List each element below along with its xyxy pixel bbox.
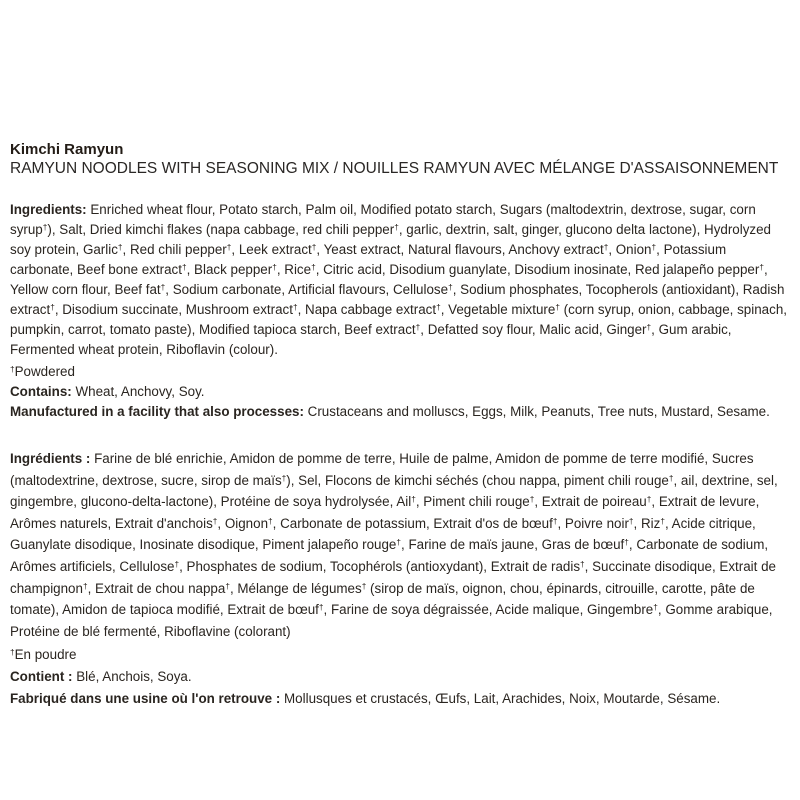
english-ingredients-section	[10, 200, 790, 422]
powdered-footnote-fr: †En poudre	[10, 647, 77, 663]
facility-text-en: Crustaceans and molluscs, Eggs, Milk, Peanuts, Tree nuts, Mustard, Sesame.	[307, 404, 770, 419]
contains-label-fr: Contient :	[10, 668, 73, 684]
product-description-bilingual: RAMYUN NOODLES WITH SEASONING MIX / NOUILLES RAMYUN AVEC MÉLANGE D'ASSAISONNEMENT	[10, 160, 779, 177]
label-header	[10, 140, 790, 179]
facility-label-en: Manufactured in a facility that also processes:	[10, 404, 304, 419]
ingredients-paragraph-fr	[10, 448, 790, 642]
contains-text-en: Wheat, Anchovy, Soy.	[75, 384, 205, 399]
facility-line-en	[10, 402, 790, 422]
facility-text-fr: Mollusques et crustacés, Œufs, Lait, Arachides, Noix, Moutarde, Sésame.	[284, 690, 721, 706]
product-name: Kimchi Ramyun	[10, 141, 124, 158]
contains-line-en	[10, 382, 790, 402]
ingredients-paragraph-en	[10, 200, 790, 360]
ingredients-text-fr: Farine de blé enrichie, Amidon de pomme de terre, Huile de palme, Amidon de pomme de terre modifié, Sucres (maltodextrine, dextrose, sucre, sirop de maïs†), Sel, Flocons de kimchi séchés (chou nappa, piment chili rouge†, ail, dextrine, sel, gingembre, glucono-delta-lactone), Protéine de soya hydrolysée, Ail†, Piment chili rouge†, Extrait de poireau†, Extrait de levure, Arômes naturels, Extrait d'anchois†, Oignon†, Carbonate de potassium, Extrait d'os de bœuf†, Poivre noir†, Riz†, Acide citrique, Guanylate disodique, Inosinate disodique, Piment jalapeño rouge†, Farine de maïs jaune, Gras de bœuf†, Carbonate de sodium, Arômes artificiels, Cellulose†, Phosphates de sodium, Tocophérols (antioxydant), Extrait de radis†, Succinate disodique, Extrait de champignon†, Extrait de chou nappa†, Mélange de légumes† (sirop de maïs, oignon, chou, épinards, citrouille, carotte, pâte de tomate), Amidon de tapioca modifié, Extrait de bœuf†, Farine de soya dégraissée, Acide malique, Gingembre†, Gomme arabique, Protéine de blé fermenté, Riboflavine (colorant)	[10, 451, 778, 639]
facility-label-fr: Fabriqué dans une usine où l'on retrouve :	[10, 690, 281, 706]
powdered-footnote-en: †Powdered	[10, 363, 75, 379]
contains-text-fr: Blé, Anchois, Soya.	[76, 668, 192, 684]
facility-line-fr	[10, 688, 790, 710]
ingredients-text-en: Enriched wheat flour, Potato starch, Palm oil, Modified potato starch, Sugars (maltodextrin, dextrose, sugar, corn syrup†), Salt, Dried kimchi flakes (napa cabbage, red chili pepper†, garlic, dextrin, salt, ginger, glucono delta lactone), Hydrolyzed soy protein, Garlic†, Red chili pepper†, Leek extract†, Yeast extract, Natural flavours, Anchovy extract†, Onion†, Potassium carbonate, Beef bone extract†, Black pepper†, Rice†, Citric acid, Disodium guanylate, Disodium inosinate, Red jalapeño pepper†, Yellow corn flour, Beef fat†, Sodium carbonate, Artificial flavours, Cellulose†, Sodium phosphates, Tocopherols (antioxidant), Radish extract†, Disodium succinate, Mushroom extract†, Napa cabbage extract†, Vegetable mixture† (corn syrup, onion, cabbage, spinach, pumpkin, carrot, tomato paste), Modified tapioca starch, Beef extract†, Defatted soy flour, Malic acid, Ginger†, Gum arabic, Fermented wheat protein, Riboflavin (colour).	[10, 202, 787, 357]
contains-line-fr	[10, 666, 790, 688]
ingredients-label-fr: Ingrédients :	[10, 451, 91, 466]
ingredients-label-en: Ingredients:	[10, 202, 87, 217]
french-ingredients-section	[10, 448, 790, 709]
contains-label-en: Contains:	[10, 384, 72, 399]
